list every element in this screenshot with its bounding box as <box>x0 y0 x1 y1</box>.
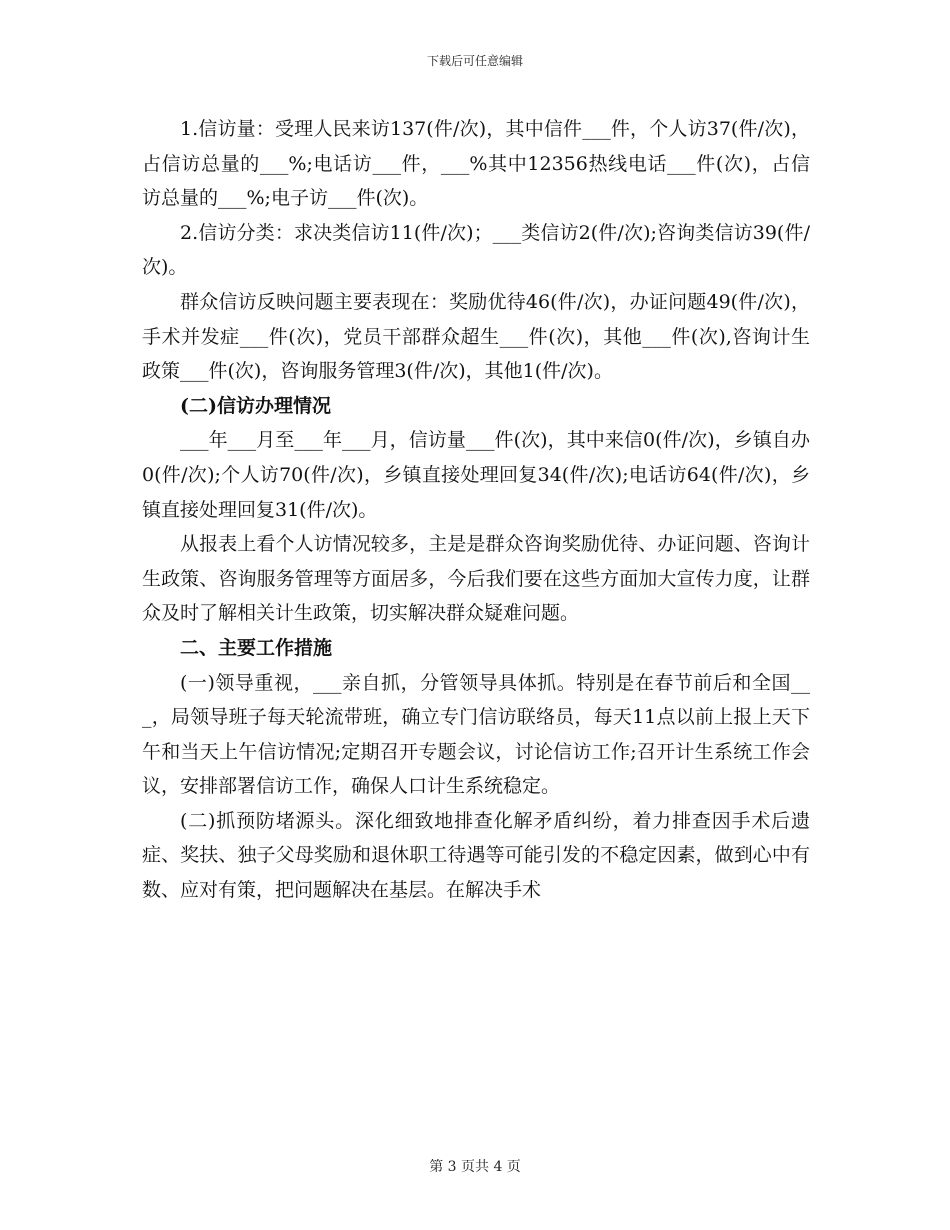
paragraph-letter-volume: 1.信访量：受理人民来访137(件/次)，其中信件___件，个人访37(件/次)，占信访总量的___%;电话访___件，___%其中12356热线电话___件(次)，占信访总量的___%;电子访___件(次)。 <box>142 118 810 210</box>
section-heading-handling: (二)信访办理情况 <box>180 394 331 417</box>
paragraph-report-analysis: 从报表上看个人访情况较多，主是是群众咨询奖励优待、办证问题、咨询计生政策、咨询服务管理等方面居多，今后我们要在这些方面加大宣传力度，让群众及时了解相关计生政策，切实解决群众疑难问题。 <box>142 533 810 625</box>
paragraph-leadership: (一)领导重视，___亲自抓，分管领导具体抓。特别是在春节前后和全国___，局领导班子每天轮流带班，确立专门信访联络员，每天11点以前上报上天下午和当天上午信访情况;定期召开专题会议，讨论信访工作;召开计生系统工作会议，安排部署信访工作，确保人口计生系统稳定。 <box>142 671 810 798</box>
paragraph-prevention: (二)抓预防堵源头。深化细致地排查化解矛盾纠纷，着力排查因手术后遗症、奖扶、独子父母奖励和退休职工待遇等可能引发的不稳定因素，做到心中有数、应对有策，把问题解决在基层。在解决手术 <box>142 809 810 902</box>
paragraph-handling-stats: ___年___月至___年___月，信访量___件(次)，其中来信0(件/次)，乡镇自办0(件/次);个人访70(件/次)，乡镇直接处理回复34(件/次);电话访64(件/次)，乡镇直接处理回复31(件/次)。 <box>142 429 810 521</box>
document-body <box>142 112 810 908</box>
section-heading-measures: 二、主要工作措施 <box>180 636 333 659</box>
paragraph-letter-classification: 2.信访分类：求决类信访11(件/次)；___类信访2(件/次);咨询类信访39(件/次)。 <box>142 221 810 279</box>
page-footer: 第 3 页共 4 页 <box>429 1159 521 1175</box>
page-header: 下载后可任意编辑 <box>426 54 523 68</box>
paragraph-issues-reflected: 群众信访反映问题主要表现在：奖励优待46(件/次)，办证问题49(件/次)，手术并发症___件(次)，党员干部群众超生___件(次)，其他___件(次),咨询计生政策___件(次)，咨询服务管理3(件/次)，其他1(件/次)。 <box>142 290 810 383</box>
